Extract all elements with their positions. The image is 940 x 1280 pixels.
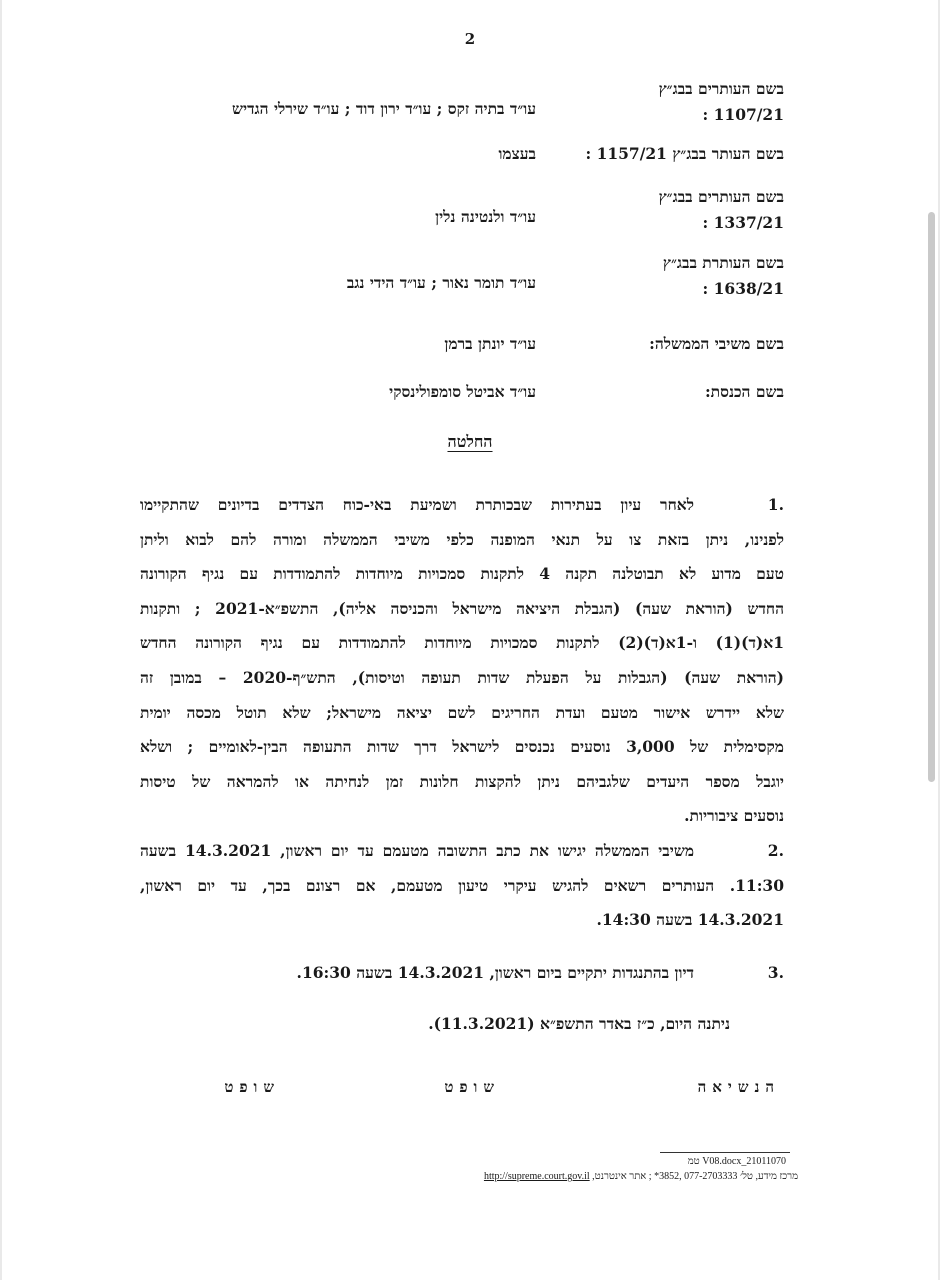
paragraph-line: נוסעים ציבוריות. (684, 806, 784, 826)
signature-justice-2: שופט (224, 1078, 280, 1096)
page-edge-left (0, 0, 2, 1280)
party-value-petitioner-1638: עו״ד תומר נאור ; עו״ד הידי נגב (346, 273, 536, 292)
paragraph-line: יוגבל מספר היעדים שלגביהם ניתן להקצות חלונות זמן לנחיתה או להמראה של טיסות (140, 771, 784, 791)
paragraph-line: 1א(ד)(1) ו-1א(ד)(2) לתקנות סמכויות מיוחדות להתמודדות עם נגיף הקורונה החדש (140, 633, 784, 653)
paragraph-line: מקסימלית של 3,000 נוסעים נכנסים לישראל דרך שדות התעופה הבין-לאומיים ; ושלא (140, 737, 784, 757)
signature-justice-1: שופט (444, 1078, 500, 1096)
paragraph-1 (140, 488, 784, 834)
paragraph-number: .2 (767, 841, 784, 860)
party-label-petitioners-1107: בשם העותרים בבג״ץ 1107/21 : (658, 79, 784, 124)
footer-divider (660, 1152, 790, 1153)
paragraph-line: (הוראת שעה) (הגבלות על הפעלת שדות תעופה וטיסות), התש״ף-2020 – במובן זה (140, 667, 784, 687)
footer-website-link[interactable]: http://supreme.court.gov.il (483, 1171, 590, 1182)
party-label-knesset: בשם הכנסת: (704, 382, 784, 401)
footer-info (484, 1171, 798, 1182)
paragraph-line: החדש (הוראת שעה) (הגבלת היציאה מישראל והכניסה אליה), התשפ״א-2021 ; ותקנות (140, 598, 784, 618)
paragraph-number: .1 (767, 495, 784, 514)
paragraph-line: משיבי הממשלה יגישו את כתב התשובה מטעמם עד יום ראשון, 14.3.2021 בשעה (140, 841, 695, 860)
signature-president: הנשיאה (697, 1078, 780, 1096)
party-label-government: בשם משיבי הממשלה: (649, 334, 784, 353)
decision-title: החלטה (447, 432, 493, 451)
paragraph-3 (140, 956, 784, 991)
party-value-petitioner-1157: בעצמו (498, 144, 536, 163)
paragraph-line: דיון בהתנגדות יתקיים ביום ראשון, 14.3.2021 בשעה 16:30. (296, 963, 694, 982)
paragraph-line: 14.3.2021 בשעה 14:30. (596, 910, 784, 930)
party-value-petitioners-1107: עו״ד בתיה זקס ; עו״ד ירון דוד ; עו״ד שירלי הגדיש (232, 99, 536, 118)
paragraph-2 (140, 834, 784, 938)
footer-file-name: 21011070_V08.docx טמ (687, 1156, 786, 1167)
given-date: ניתנה היום, כ״ז באדר התשפ״א (11.3.2021). (428, 1014, 730, 1033)
page-number: 2 (464, 30, 476, 48)
party-value-petitioners-1337: עו״ד ולנטינה נלין (435, 207, 536, 226)
party-value-government: עו״ד יונתן ברמן (444, 334, 536, 353)
paragraph-line: לפנינו, ניתן בזאת צו על תנאי המופנה כלפי משיבי הממשלה ומורה להם לבוא וליתן (140, 529, 784, 549)
paragraph-line: שלא יידרש אישור מטעם ועדת החריגים לשם יציאה מישראל; שלא תוטל מכסה יומית (140, 702, 784, 722)
paragraph-line: לאחר עיון בעתירות שבכותרת ושמיעת באי-כוח הצדדים בדיונים שהתקיימו (140, 495, 694, 514)
party-value-knesset: עו״ד אביטל סומפולינסקי (389, 382, 536, 401)
footer-contact: מרכז מידע, טל׳ 077-2703333 ,3852* ; אתר אינטרנט, (592, 1171, 798, 1182)
paragraph-line: 11:30. העותרים רשאים להגיש עיקרי טיעון מטעמם, אם רצונם בכך, עד יום ראשון, (140, 875, 784, 895)
scrollbar-thumb[interactable] (928, 212, 935, 782)
party-label-petitioner-1638: בשם העותרת בבג״ץ 1638/21 : (662, 253, 784, 298)
paragraph-line: טעם מדוע לא תבוטלנה תקנה 4 לתקנות סמכויות מיוחדות להתמודדות עם נגיף הקורונה (140, 564, 784, 584)
party-label-petitioner-1157: בשם העותר בבג״ץ 1157/21 : (585, 144, 784, 163)
party-label-petitioners-1337: בשם העותרים בבג״ץ 1337/21 : (658, 187, 784, 232)
paragraph-number: .3 (767, 963, 784, 982)
